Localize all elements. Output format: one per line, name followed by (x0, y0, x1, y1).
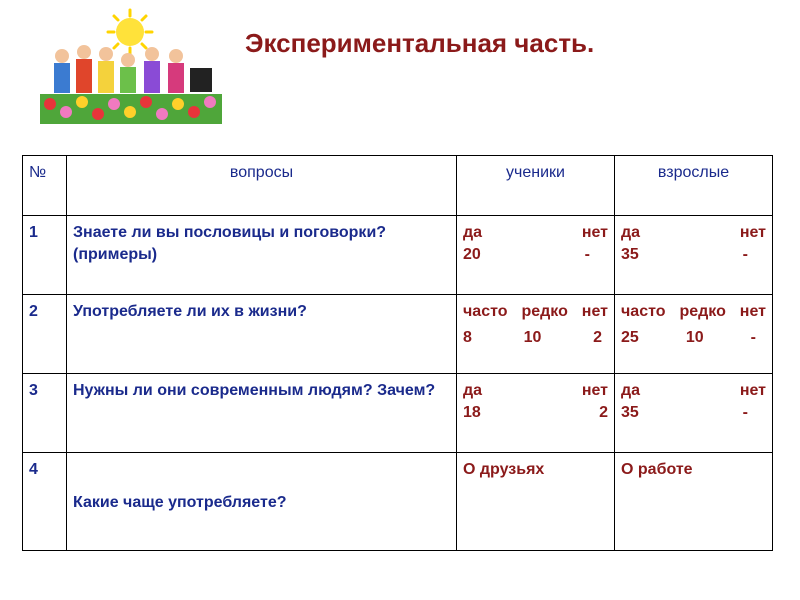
answer-label: нет (581, 303, 608, 320)
answer-label: нет (739, 303, 766, 320)
answer-label: редко (679, 303, 726, 320)
row-number: 1 (23, 216, 67, 295)
header-students: ученики (457, 156, 615, 216)
question-text: Нужны ли они современным людям? Зачем? (67, 374, 457, 453)
answer-value: 2 (593, 328, 602, 346)
answer-value: - (742, 403, 748, 421)
adults-answer: О работе (615, 453, 773, 551)
answer-label: нет (581, 382, 608, 399)
adults-answer (615, 295, 773, 374)
answer-value: 35 (621, 245, 639, 263)
students-answer (457, 295, 615, 374)
answer-value: 25 (621, 328, 639, 346)
students-answer (457, 374, 615, 453)
question-text: Употребляете ли их в жизни? (67, 295, 457, 374)
question-text: Знаете ли вы пословицы и поговорки? (примеры) (67, 216, 457, 295)
table-row (23, 216, 773, 295)
survey-table (22, 155, 773, 551)
row-number: 4 (23, 453, 67, 551)
answer-value: 8 (463, 328, 472, 346)
answer-value: 18 (463, 403, 481, 421)
answer-value: 10 (523, 328, 542, 346)
answer-value: 10 (685, 328, 704, 346)
students-answer: О друзьях (457, 453, 615, 551)
header-number: № (23, 156, 67, 216)
flowers (40, 94, 222, 124)
answer-label: да (463, 224, 483, 241)
answer-label: да (621, 382, 641, 399)
answer-label: нет (581, 224, 608, 241)
answer-value: - (750, 328, 756, 346)
adults-answer (615, 216, 773, 295)
question-text-label: Какие чаще употребляете? (73, 493, 287, 511)
answer-value: - (584, 245, 590, 263)
question-text (67, 453, 457, 551)
table-row (23, 374, 773, 453)
answer-value: 35 (621, 403, 639, 421)
people-figures (54, 45, 212, 93)
header-adults: взрослые (615, 156, 773, 216)
answer-label: нет (739, 224, 766, 241)
table-row (23, 295, 773, 374)
answer-label: редко (521, 303, 568, 320)
table-header-row (23, 156, 773, 216)
answer-value: - (742, 245, 748, 263)
sun-icon (108, 10, 152, 54)
answer-label: да (463, 382, 483, 399)
answer-label: да (621, 224, 641, 241)
answer-label: часто (621, 303, 666, 320)
answer-label: нет (739, 382, 766, 399)
answer-value: 2 (599, 403, 608, 421)
row-number: 3 (23, 374, 67, 453)
header-questions: вопросы (67, 156, 457, 216)
answer-value: 20 (463, 245, 481, 263)
answer-label: часто (463, 303, 508, 320)
row-number: 2 (23, 295, 67, 374)
students-answer (457, 216, 615, 295)
children-drawing-illustration (40, 8, 222, 136)
adults-answer (615, 374, 773, 453)
page-title: Экспериментальная часть. (245, 28, 595, 58)
table-row (23, 453, 773, 551)
